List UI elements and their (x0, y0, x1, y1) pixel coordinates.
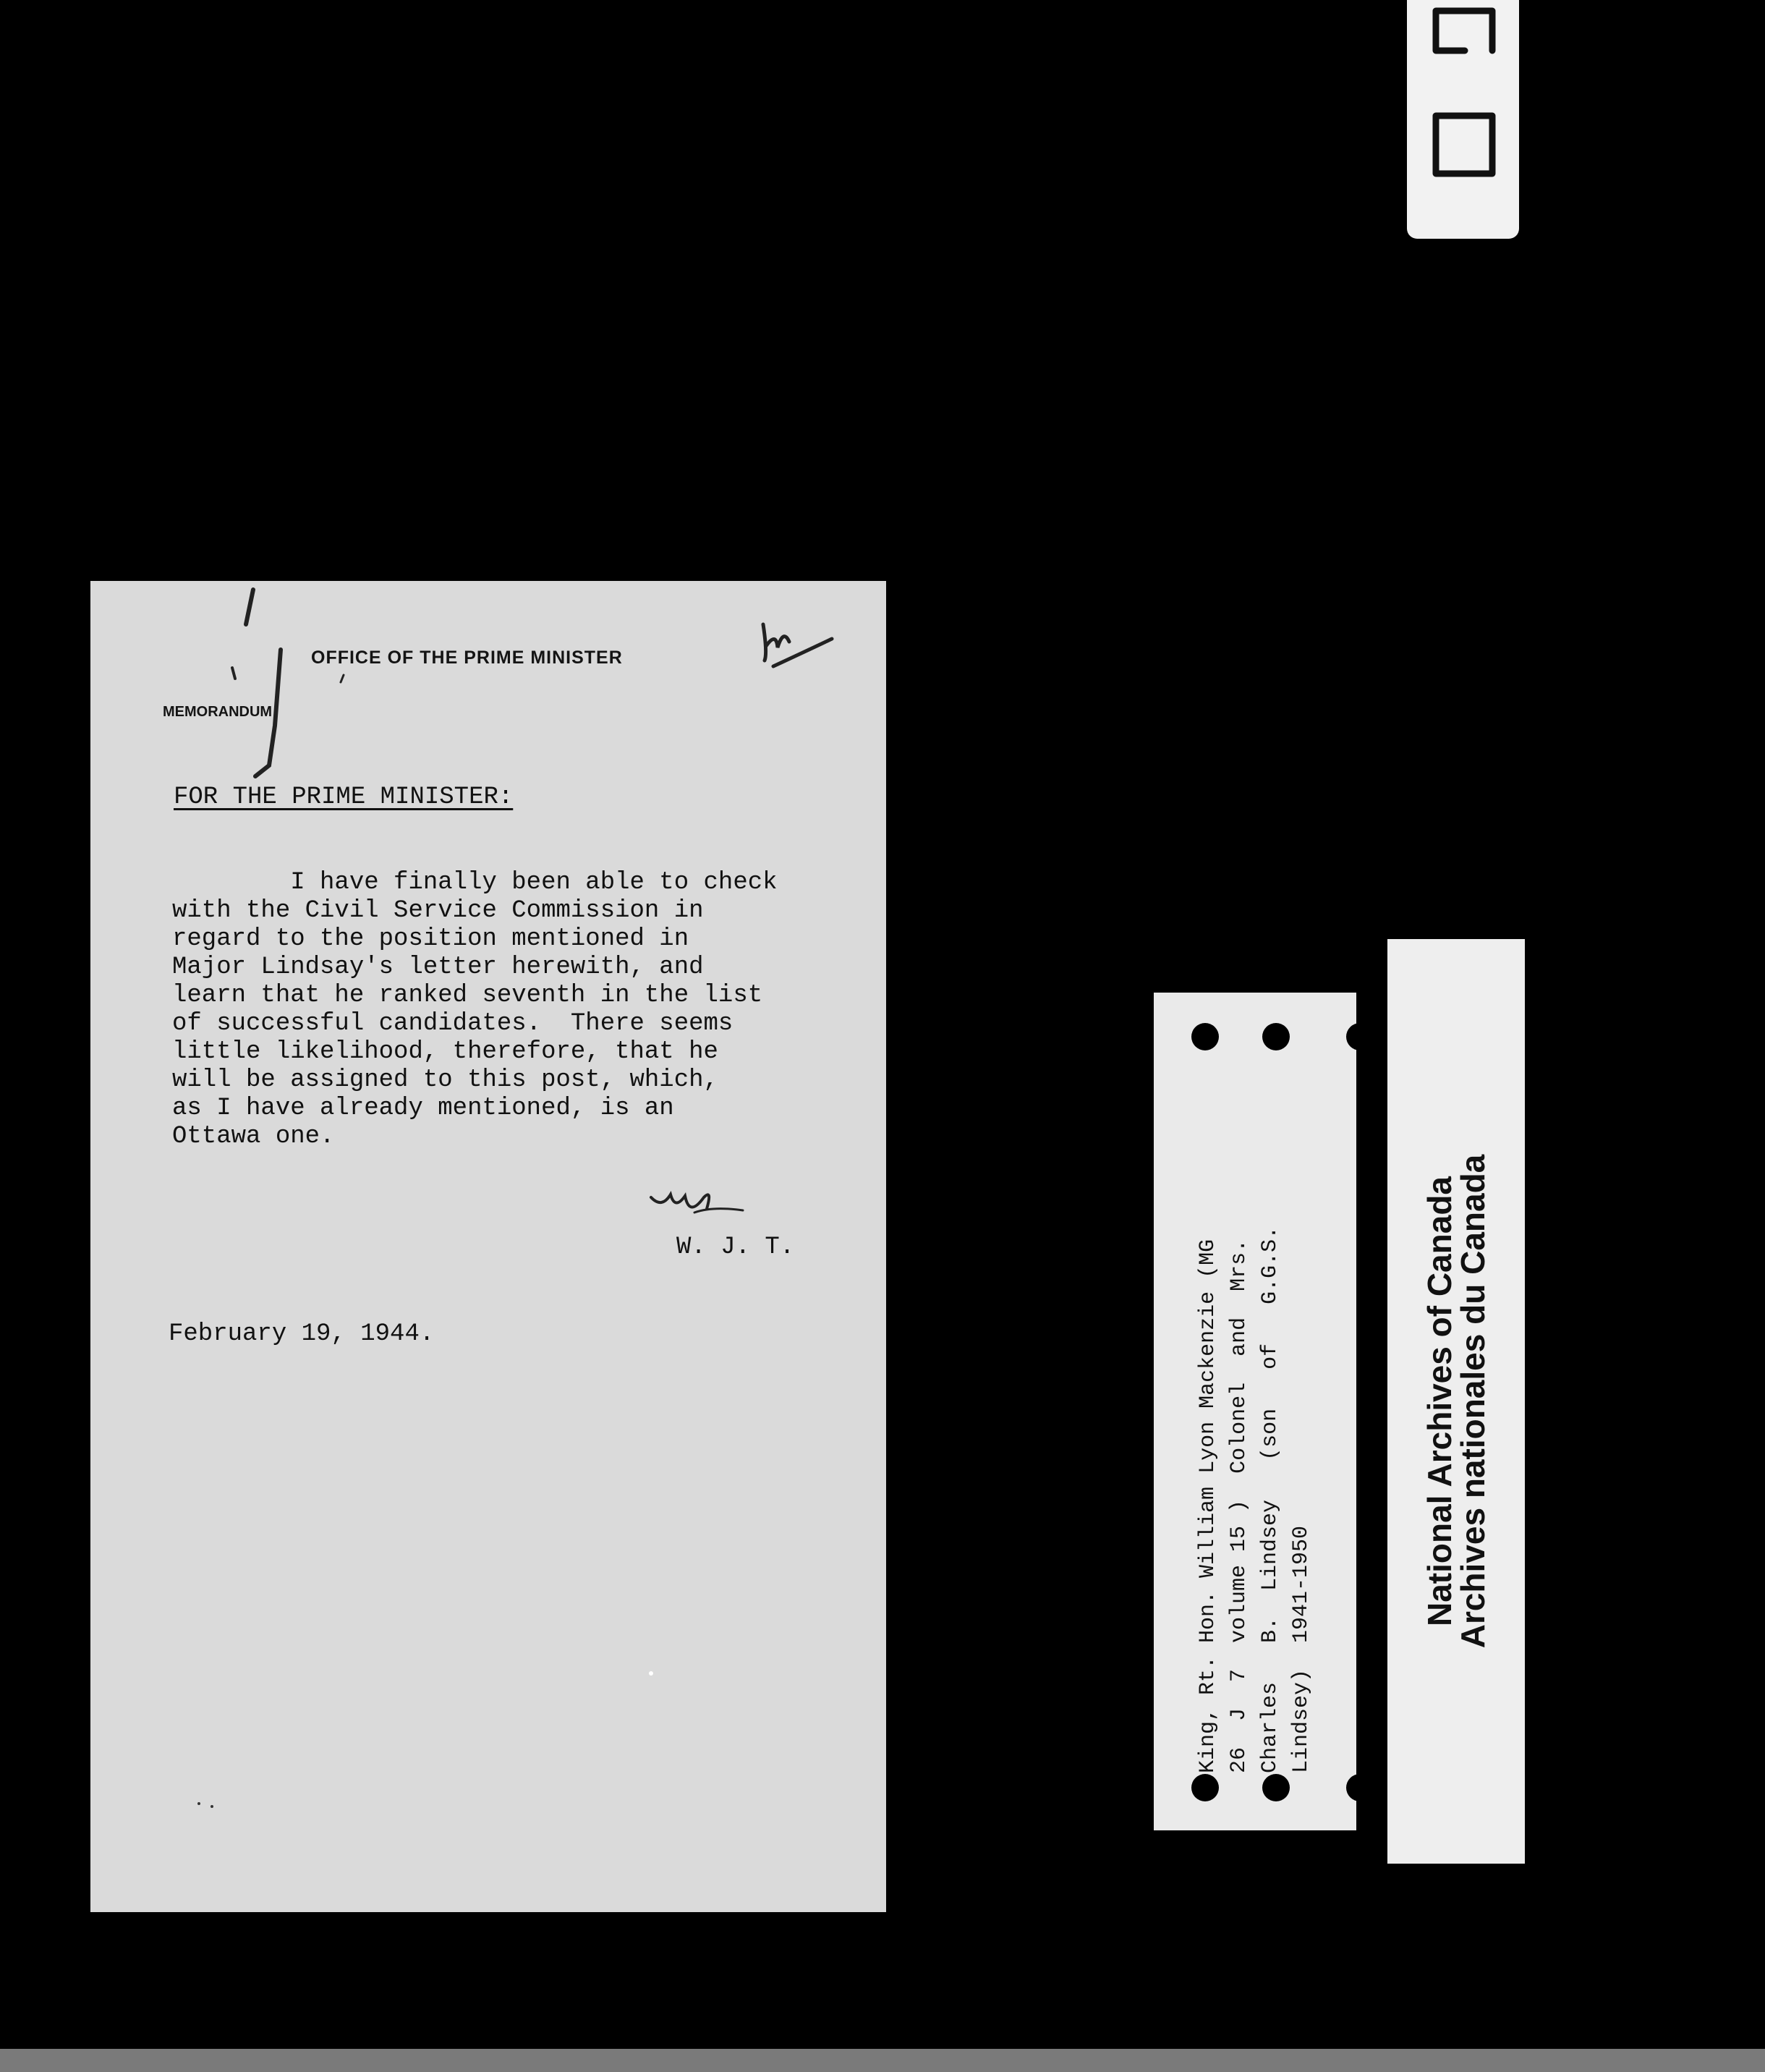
archives-strip (1387, 939, 1525, 1864)
card-line: Charles B. Lindsey (son of G.G.S. (1258, 1226, 1283, 1773)
punch-hole (1262, 1023, 1290, 1050)
memo-body-line: as I have already mentioned, is an (172, 1095, 674, 1122)
memo-body-line: Major Lindsay's letter herewith, and (172, 954, 704, 981)
memo-addressee: FOR THE PRIME MINISTER: (174, 784, 514, 811)
memo-body-line: will be assigned to this post, which, (172, 1066, 718, 1094)
memo-body-line: learn that he ranked seventh in the list (172, 982, 763, 1009)
memo-initials: W. J. T. (676, 1234, 795, 1261)
memo-page (90, 581, 886, 1912)
memo-body-line: with the Civil Service Commission in (172, 897, 704, 925)
card-line: 26 J 7 volume 15 ) Colonel and Mrs. (1227, 1239, 1251, 1773)
punch-hole (1346, 1023, 1374, 1050)
punch-hole (1191, 1774, 1219, 1801)
film-edge (0, 2049, 1765, 2072)
memo-body-line: little likelihood, therefore, that he (172, 1038, 718, 1066)
archives-name-en: National Archives of Canada (1421, 1176, 1458, 1627)
punch-hole (1346, 1774, 1374, 1801)
memo-body-line: Ottawa one. (172, 1123, 335, 1150)
memo-body-line: of successful candidates. There seems (172, 1010, 733, 1037)
memorandum-label: MEMORANDUM (163, 704, 273, 720)
memo-date: February 19, 1944. (169, 1320, 435, 1348)
punch-hole (1191, 1023, 1219, 1050)
card-line: Lindsey) 1941-1950 (1289, 1525, 1314, 1773)
catalogue-card (1154, 993, 1356, 1830)
memo-body (172, 869, 886, 1151)
card-description (1193, 1050, 1317, 1773)
frame-number-tag (1407, 0, 1519, 239)
office-title: OFFICE OF THE PRIME MINISTER (311, 648, 623, 668)
memo-body-line: regard to the position mentioned in (172, 925, 689, 953)
archives-label (1421, 1076, 1492, 1727)
archives-name-fr: Archives nationales du Canada (1454, 1154, 1492, 1649)
frame-number-digits (1407, 0, 1519, 239)
card-line: King, Rt. Hon. William Lyon Mackenzie (MG (1196, 1239, 1220, 1773)
punch-hole (1262, 1774, 1290, 1801)
memo-body-line: I have finally been able to check (172, 869, 778, 896)
